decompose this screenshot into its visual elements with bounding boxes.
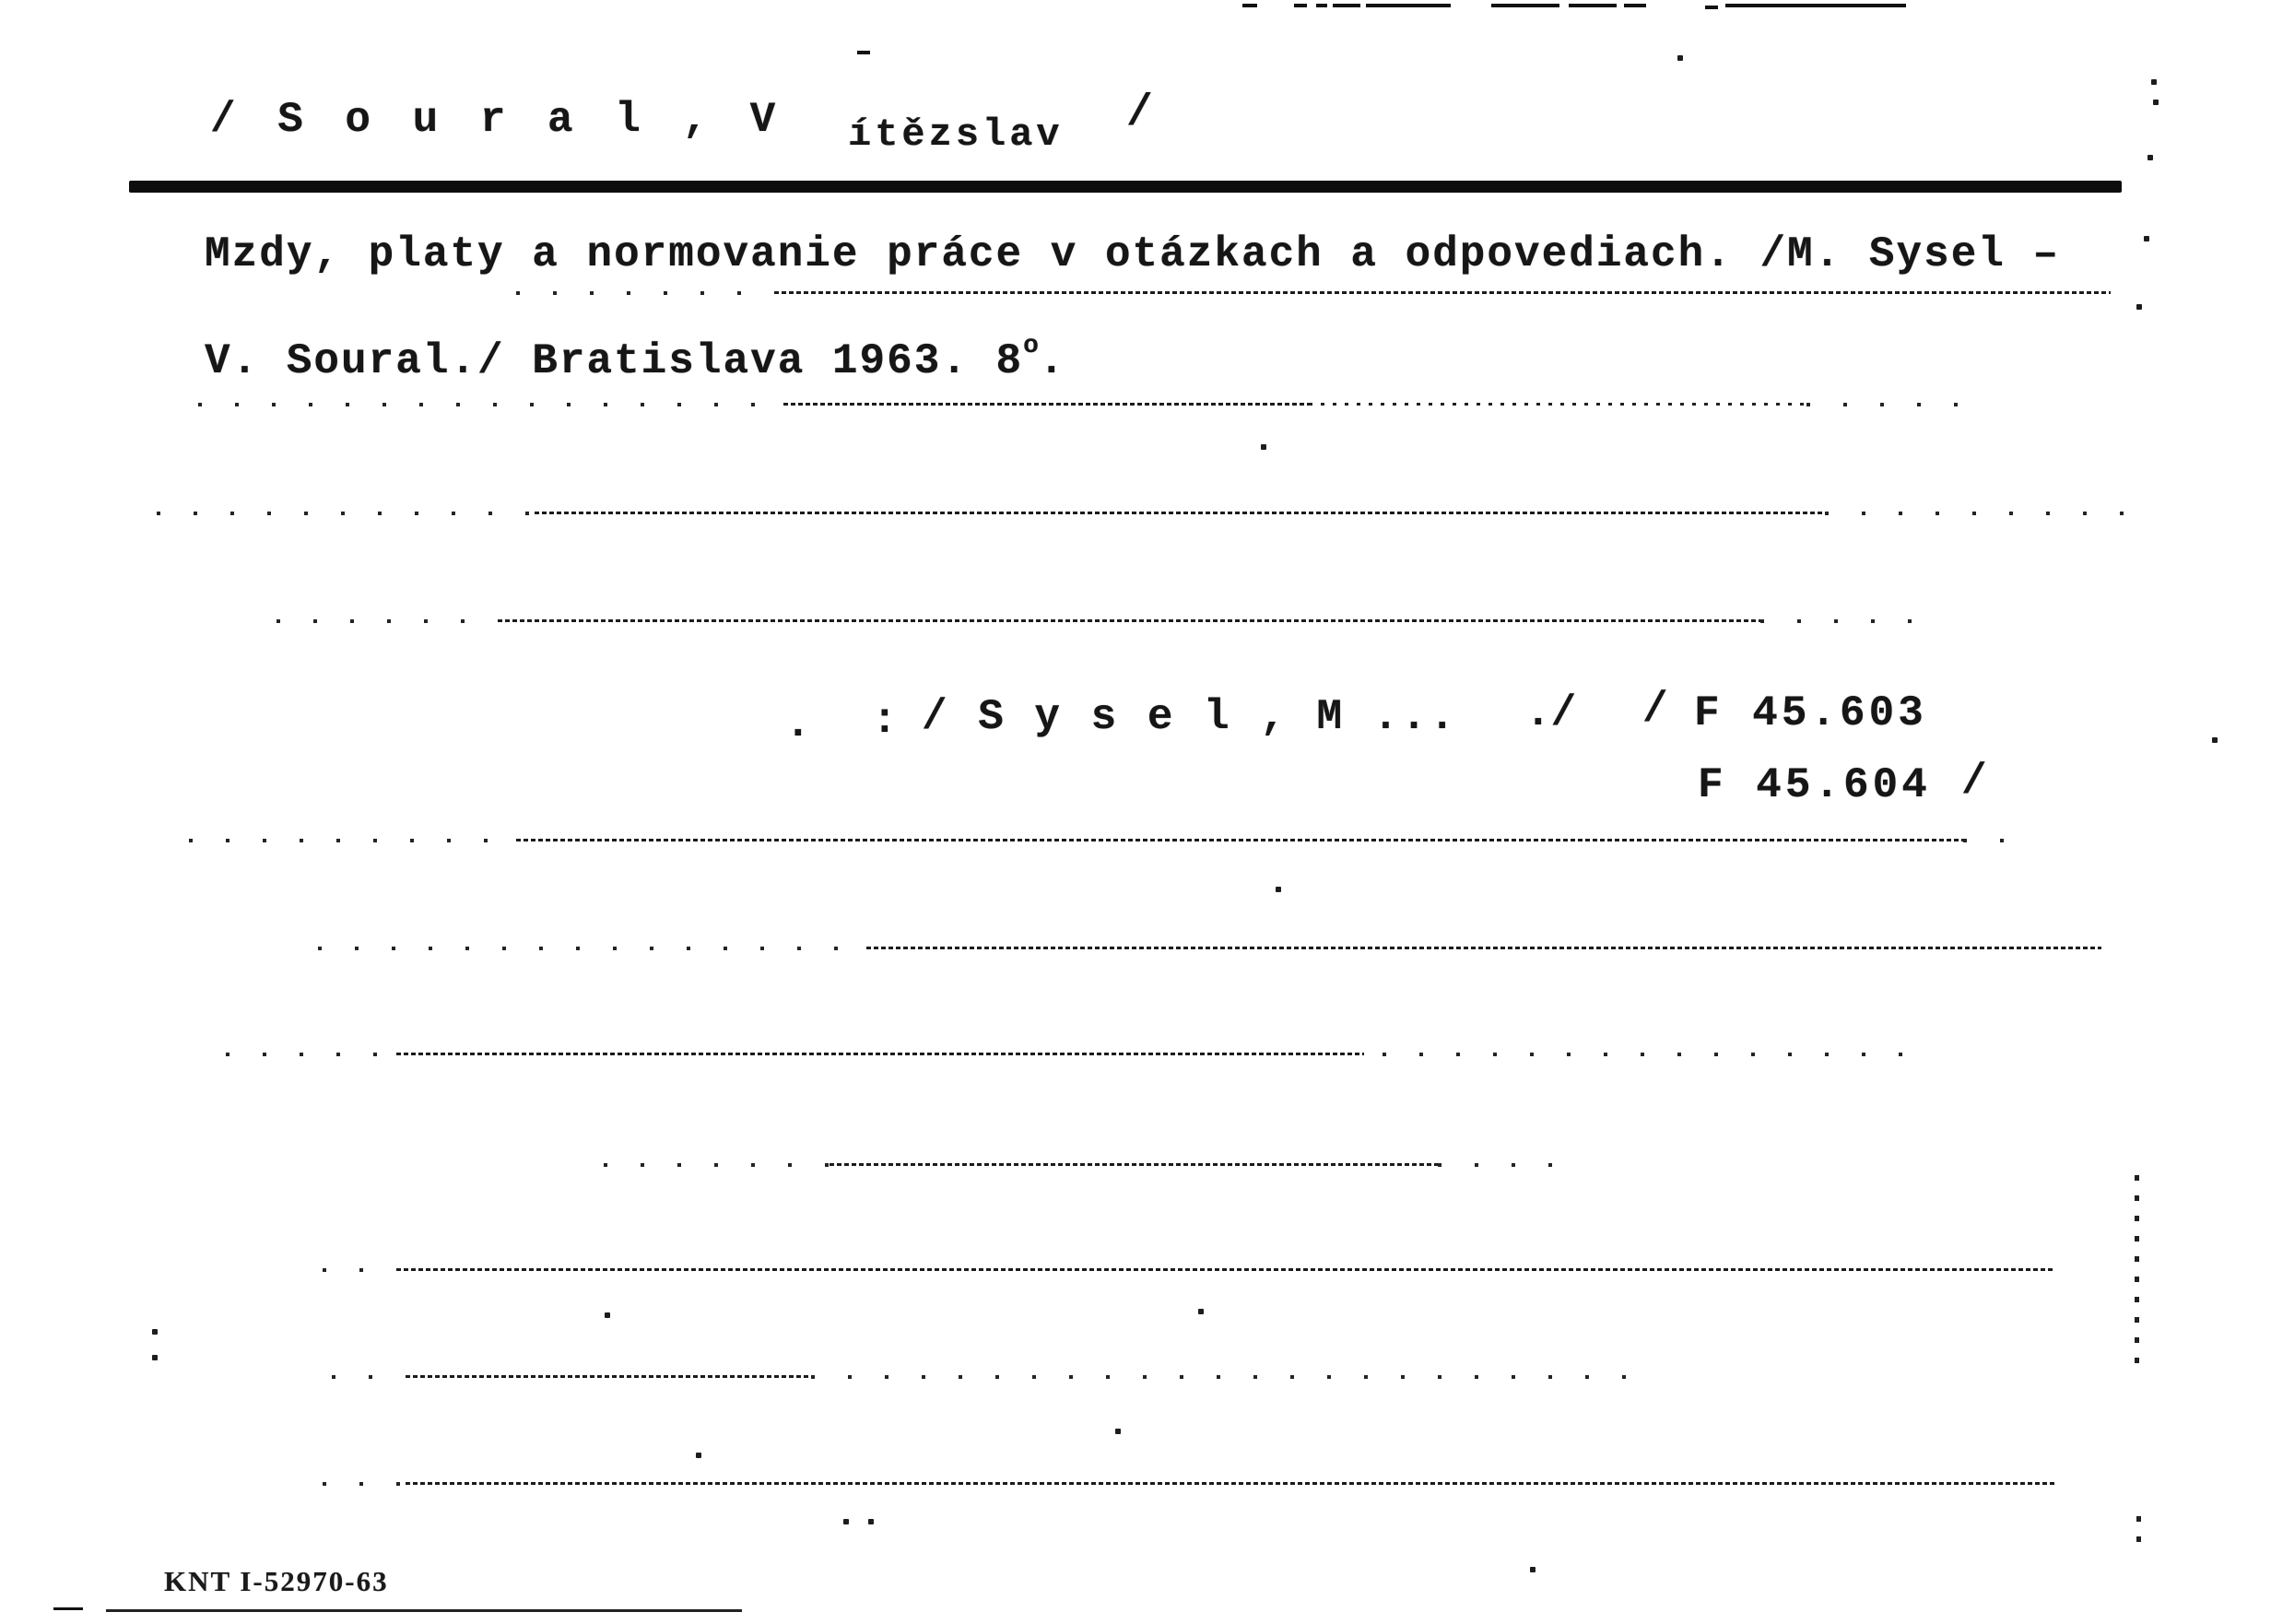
dotted-rule [1438, 1163, 1585, 1167]
scan-speck [868, 1519, 874, 1524]
dotted-rule [198, 403, 783, 406]
dotted-rule [1806, 403, 1963, 406]
heading-close-slash: / [1126, 88, 1153, 138]
scan-edge-dash [1705, 6, 1718, 9]
scan-speck [857, 51, 870, 54]
dotted-rule [189, 839, 516, 842]
dotted-rule [1963, 839, 2018, 842]
header-divider [129, 181, 2122, 193]
shelfmark-2: F 45.604 [1698, 761, 1931, 809]
scan-speck [1530, 1567, 1536, 1572]
scan-edge-dash [1366, 4, 1451, 7]
scan-edge-dash [1624, 4, 1646, 7]
dotted-rule [157, 512, 535, 515]
dotted-rule [783, 403, 1309, 406]
dotted-rule [318, 947, 866, 950]
scan-speck [2151, 79, 2157, 85]
dotted-rule [516, 291, 774, 295]
reference-entry: / S y s e l , M ... [922, 693, 1458, 741]
dotted-rule [1309, 403, 1806, 406]
reference-lead-dot: . [785, 700, 811, 748]
dotted-rule [535, 512, 1825, 514]
scan-speck [1261, 444, 1266, 450]
scan-edge-dash [1316, 4, 1327, 7]
reference-second-slash: / [1642, 686, 1668, 734]
dotted-rule [226, 1053, 396, 1056]
dotted-rule [811, 1375, 1650, 1379]
scan-speck [152, 1329, 158, 1335]
dotted-rule [498, 619, 1760, 622]
scan-speck [605, 1312, 610, 1318]
scan-edge-dash [1294, 4, 1307, 7]
reference-mid-slash: ./ [1525, 689, 1577, 737]
scan-edge-dash [1569, 4, 1617, 7]
scan-speck [152, 1355, 158, 1360]
title-line-2-end: . [1038, 337, 1066, 385]
dotted-rule [830, 1163, 1438, 1166]
dotted-rule [396, 1268, 2055, 1271]
scan-speck [696, 1453, 701, 1458]
dotted-rule [866, 947, 2101, 949]
scan-edge-dash [1242, 4, 1257, 7]
dotted-rule [1760, 619, 1917, 623]
title-line-2 [205, 332, 1066, 385]
title-line-2-main: V. Soural./ Bratislava 1963. 8 [205, 337, 1024, 385]
dotted-rule [406, 1482, 2055, 1485]
card-number: KNT I-52970-63 [164, 1565, 389, 1597]
author-heading: / S o u r a l , V [210, 96, 784, 144]
dotted-rule [323, 1482, 406, 1486]
dotted-rule [1825, 512, 2129, 515]
scan-speck [2144, 236, 2149, 241]
scan-edge-dots [2136, 1516, 2141, 1548]
title-line-1: Mzdy, platy a normovanie práce v otázkach a odpovediach. /M. Sysel – [205, 230, 2061, 278]
scan-speck [1677, 55, 1683, 61]
dotted-rule [406, 1375, 811, 1378]
author-given-name: ítězslav [848, 112, 1064, 157]
dotted-rule [396, 1053, 1364, 1055]
scan-edge-dash [53, 1607, 83, 1610]
scan-speck [1276, 887, 1281, 892]
dotted-rule [774, 291, 2111, 294]
dotted-rule [1383, 1053, 1936, 1056]
title-format-superscript: o [1023, 332, 1039, 360]
scan-speck [1198, 1309, 1204, 1314]
scan-speck [1115, 1429, 1121, 1434]
scan-speck [2212, 737, 2218, 743]
scan-speck [2153, 100, 2159, 105]
dotted-rule [332, 1375, 406, 1379]
footer-rule [106, 1609, 742, 1612]
dotted-rule [604, 1163, 830, 1167]
shelfmark-1: F 45.603 [1694, 689, 1927, 737]
scan-edge-dash [1491, 4, 1559, 7]
reference-colon: : [872, 697, 898, 745]
reference-close-slash: / [1961, 758, 1987, 806]
scan-edge-dots [2135, 1175, 2139, 1373]
scan-edge-dash [1333, 4, 1360, 7]
dotted-rule [277, 619, 498, 623]
scan-speck [2136, 304, 2142, 310]
scan-edge-dash [1725, 4, 1906, 7]
scan-speck [2147, 155, 2153, 160]
scan-speck [843, 1519, 849, 1524]
dotted-rule [516, 839, 1963, 841]
dotted-rule [323, 1268, 396, 1272]
